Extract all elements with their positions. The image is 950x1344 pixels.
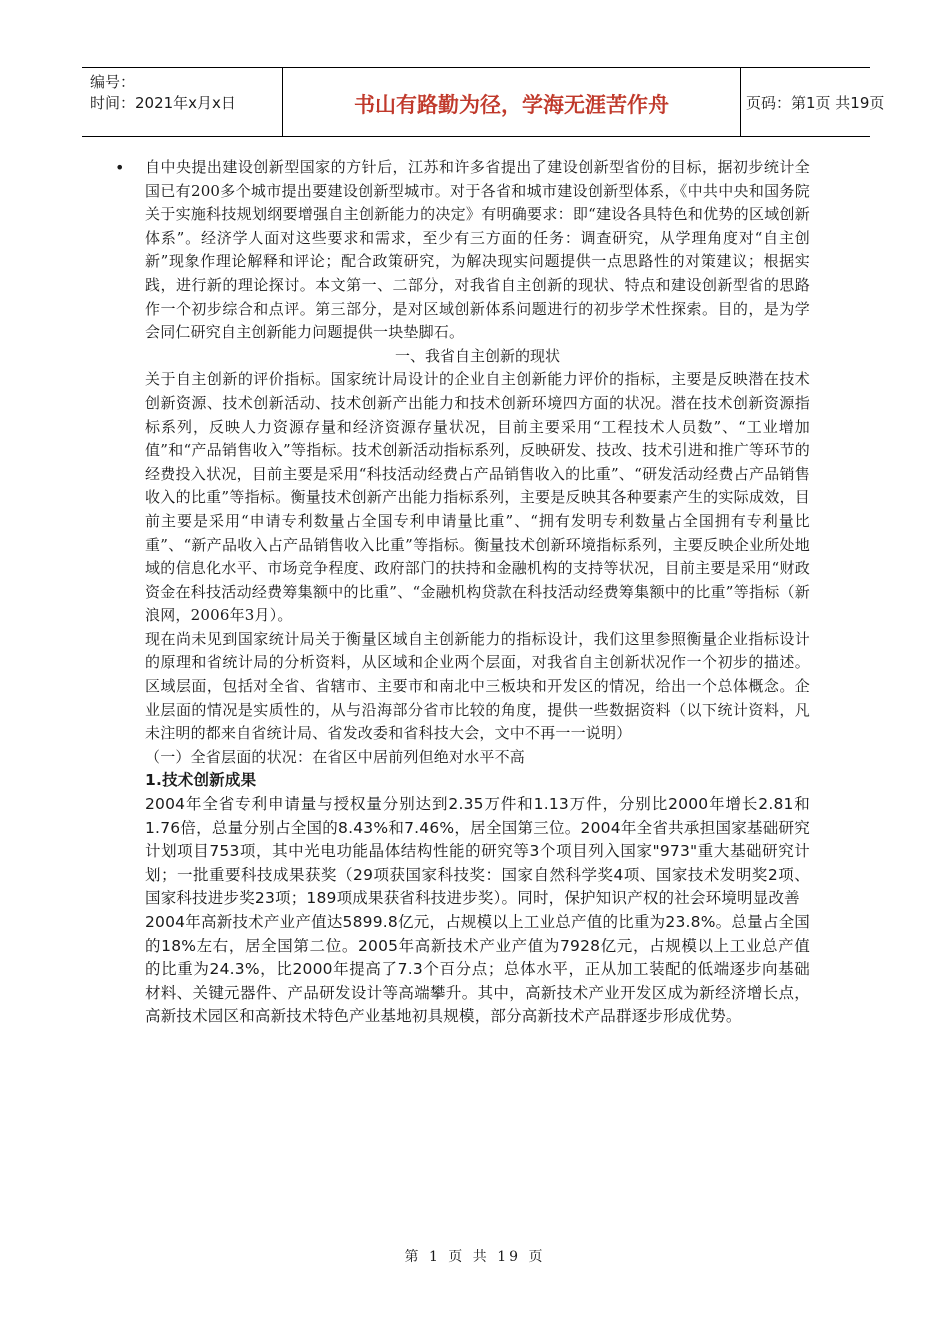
header-meta-cell [82, 68, 282, 136]
motto-text: 书山有路勤为径，学海无涯苦作舟 [354, 93, 669, 117]
page-footer: 第 1 页 共 19 页 [404, 1249, 546, 1265]
section-heading: 一、我省自主创新的现状 [394, 346, 560, 365]
document-body [115, 156, 810, 1029]
results-paragraph: 2004年全省专利申请量与授权量分别达到2.35万件和1.13万件，分别比2000年增长2.81和1.76倍，总量分别占全国的8.43%和7.46%，居全国第三位。2004年全省共承担国家基础研究计划项目753项，其中光电功能晶体结构性能的研究等3个项目列入国家"973"重大基础研究计划；一批重要科技成果获奖（29项获国家科技奖：国家自然科学奖4项、国家技术发明奖2项、国家科技进步奖23项；189项成果获省科技进步奖）。同时，保护知识产权的社会环境明显改善 [145, 795, 810, 908]
hightech-paragraph: 2004年高新技术产业产值达5899.8亿元，占规模以上工业总产值的比重为23.8%。总量占全国的18%左右，居全国第二位。2005年高新技术产业产值为7928亿元，占规模以上工业总产值的比重为24.3%，比2000年提高了7.3个百分点；总体水平，正从加工装配的低端逐步向基础材料、关键元器件、产品研发设计等高端攀升。其中，高新技术产业开发区成为新经济增长点，高新技术园区和高新技术特色产业基地初具规模，部分高新技术产品群逐步形成优势。 [145, 913, 810, 1026]
sub-heading: 1.技术创新成果 [145, 771, 257, 790]
date-line: 时间：2021年x月x日 [90, 94, 236, 112]
header-motto-cell [282, 68, 741, 136]
intro-paragraph: 自中央提出建设创新型国家的方针后，江苏和许多省提出了建设创新型省份的目标，据初步统计全国已有200多个城市提出要建设创新型城市。对于各省和城市建设创新型体系，《中共中央和国务院关于实施科技规划纲要增强自主创新能力的决定》有明确要求：即“建设各具特色和优势的区域创新体系”。经济学人面对这些要求和需求，至少有三方面的任务：调查研究，从学理角度对“自主创新”现象作理论解释和评论；配合政策研究，为解决现实问题提供一点思路性的对策建议；根据实践，进行新的理论探讨。本文第一、二部分，对我省自主创新的现状、特点和建设创新型省的思路作一个初步综合和点评。第三部分，是对区域创新体系问题进行的初步学术性探索。目的，是为学会同仁研究自主创新能力问题提供一块垫脚石。 [145, 158, 810, 342]
region-paragraph: 现在尚未见到国家统计局关于衡量区域自主创新能力的指标设计，我们这里参照衡量企业指标设计的原理和省统计局的分析资料，从区域和企业两个层面，对我省自主创新状况作一个初步的描述。区域层面，包括对全省、省辖市、主要市和南北中三板块和开发区的情况，给出一个总体概念。企业层面的情况是实质性的，从与沿海部分省市比较的角度，提供一些数据资料（以下统计资料，凡未注明的都来自省统计局、省发改委和省科技大会，文中不再一一说明） [145, 629, 810, 743]
subsection-heading: （一）全省层面的状况：在省区中居前列但绝对水平不高 [145, 747, 526, 766]
header-page-cell [740, 68, 885, 136]
page-info: 页码：第1页 共19页 [746, 94, 885, 112]
number-label: 编号： [90, 73, 136, 91]
intro-bullet-item [115, 156, 810, 345]
bullet-icon: • [115, 158, 125, 177]
header-table [82, 67, 885, 137]
indicators-paragraph: 关于自主创新的评价指标。国家统计局设计的企业自主创新能力评价的指标，主要是反映潜在技术创新资源、技术创新活动、技术创新产出能力和技术创新环境四方面的状况。潜在技术创新资源指标系列，反映人力资源存量和经济资源存量状况，目前主要采用“工程技术人员数”、“工业增加值”和“产品销售收入”等指标。技术创新活动指标系列，反映研发、技改、技术引进和推广等环节的经费投入状况，目前主要是采用“科技活动经费占产品销售收入的比重”、“研发活动经费占产品销售收入的比重”等指标。衡量技术创新产出能力指标系列，主要是反映其各种要素产生的实际成效，目前主要是采用“申请专利数量占全国专利申请量比重”、“拥有发明专利数量占全国拥有专利量比重”、“新产品收入占产品销售收入比重”等指标。衡量技术创新环境指标系列，主要反映企业所处地域的信息化水平、市场竞争程度、政府部门的扶持和金融机构的支持等状况，目前主要是采用“财政资金在科技活动经费筹集额中的比重”、“金融机构贷款在科技活动经费筹集额中的比重”等指标（新浪网，2006年3月）。 [145, 370, 810, 625]
